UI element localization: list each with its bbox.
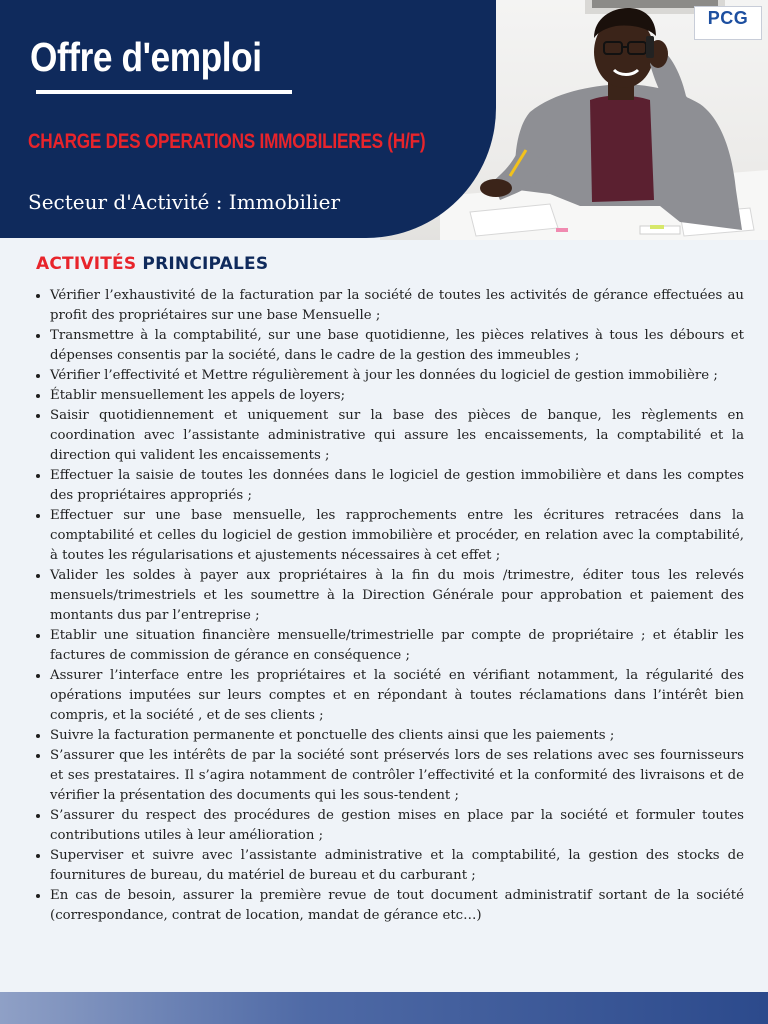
- list-item: • Superviser et suivre avec l’assistante administrative et la comptabilité, la gestion des stocks de fournitures de bureau, du matériel de bureau et du carburant ;: [50, 846, 744, 886]
- list-item: • Effectuer la saisie de toutes les données dans le logiciel de gestion immobilière et dans les comptes des propriétaires appropriés ;: [50, 466, 744, 506]
- list-item: • Assurer l’interface entre les propriétaires et la société en vérifiant notamment, la régularité des opérations imputées sur leurs comptes et en répondant à toutes réclamations dans l’intérêt bien compris, et la société , et de ses clients ;: [50, 666, 744, 726]
- page-title: Offre d'emploi: [30, 34, 262, 80]
- logo-text: PCG: [707, 8, 749, 28]
- footer-band: [0, 992, 768, 1024]
- list-item: • Saisir quotidiennement et uniquement sur la base des pièces de banque, les règlements en coordination avec l’assistante administrative qui assure les encaissements, la comptabilité et la direction qui valident les encaissements ;: [50, 406, 744, 466]
- list-item: • Effectuer sur une base mensuelle, les rapprochements entre les écritures retracées dans la comptabilité et celles du logiciel de gestion immobilière et procéder, en relation avec la comptabilité, à toutes les régularisations et ajustements nécessaires à cet effet ;: [50, 506, 744, 566]
- pcg-logo: [694, 6, 762, 40]
- job-title: CHARGE DES OPERATIONS IMMOBILIERES (H/F): [28, 130, 426, 153]
- header-panel: [0, 0, 496, 238]
- section-heading: [36, 254, 268, 274]
- list-item: • Établir mensuellement les appels de loyers;: [50, 386, 744, 406]
- list-item: • S’assurer du respect des procédures de gestion mises en place par la société et formuler toutes contributions utiles à leur amélioration ;: [50, 806, 744, 846]
- activities-list: [24, 286, 744, 926]
- section-heading-word-2: PRINCIPALES: [142, 254, 269, 274]
- list-item: • Transmettre à la comptabilité, sur une base quotidienne, les pièces relatives à tous les débours et dépenses consentis par la société, dans le cadre de la gestion des immeubles ;: [50, 326, 744, 366]
- list-item: • Etablir une situation financière mensuelle/trimestrielle par compte de propriétaire ; et établir les factures de commission de gérance en conséquence ;: [50, 626, 744, 666]
- section-heading-word-1: ACTIVITÉS: [36, 254, 137, 274]
- list-item: • S’assurer que les intérêts de par la société sont préservés lors de ses relations avec ses fournisseurs et ses prestataires. Il s’agira notamment de contrôler l’effectivité et la conformité des livraisons et de vérifier la présentation des documents qui les sous-tendent ;: [50, 746, 744, 806]
- list-item: • Vérifier l’exhaustivité de la facturation par la société de toutes les activités de gérance effectuées au profit des propriétaires sur une base Mensuelle ;: [50, 286, 744, 326]
- list-item: • Valider les soldes à payer aux propriétaires à la fin du mois /trimestre, éditer tous les relevés mensuels/trimestriels et les soumettre à la Direction Générale pour approbation et paiement des montants dus par l’entreprise ;: [50, 566, 744, 626]
- title-underline: [36, 90, 292, 94]
- sector-line: Secteur d'Activité : Immobilier: [28, 190, 341, 214]
- list-item: • Suivre la facturation permanente et ponctuelle des clients ainsi que les paiements ;: [50, 726, 744, 746]
- list-item: • En cas de besoin, assurer la première revue de tout document administratif sortant de la société (correspondance, contrat de location, mandat de gérance etc…): [50, 886, 744, 926]
- list-item: • Vérifier l’effectivité et Mettre régulièrement à jour les données du logiciel de gestion immobilière ;: [50, 366, 744, 386]
